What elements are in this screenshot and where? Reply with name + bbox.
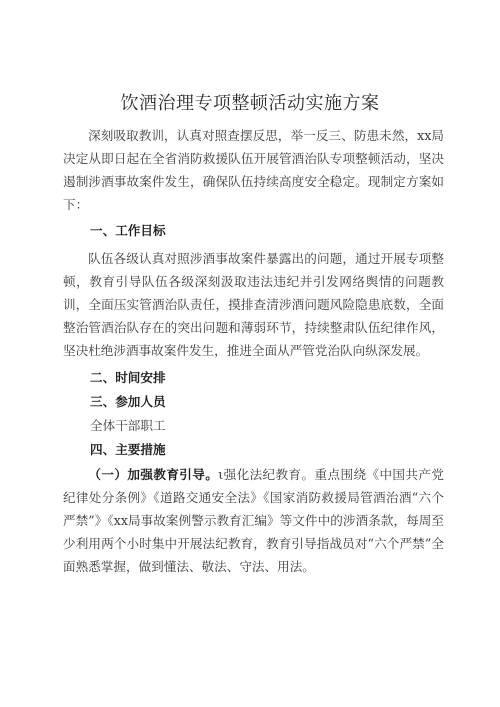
section-heading-goals: 一、工作目标	[90, 223, 166, 238]
section-body-measures	[63, 463, 444, 578]
intro-paragraph	[63, 124, 444, 216]
document-title: 饮酒治理专项整顿活动实施方案	[120, 93, 380, 114]
section-heading-schedule: 二、时间安排	[90, 370, 166, 385]
section-body-participants: 全体干部职工	[90, 418, 166, 433]
section-body-goals	[63, 247, 444, 362]
section-heading-measures: 四、主要措施	[90, 442, 166, 457]
section-heading-participants: 三、参加人员	[90, 394, 166, 409]
intro-text: 深刻吸取教训，认真对照查摆反思，举一反三、防患未然，xx局决定从即日起在全省消防救援队伍开展管酒治队专项整顿活动，坚决遏制涉酒事故案件发生，确保队伍持续高度安全稳定。现制定方案如下：	[63, 128, 444, 212]
measures-text: ι强化法纪教育。重点围绕《中国共产党纪律处分条例》《道路交通安全法》《国家消防救援局管酒治酒“六个严禁”》《xx局事故案例警示教育汇编》等文件中的涉酒条款，每周至少利用两个小时集中开展法纪教育，教育引导指战员对“六个严禁”全面熟悉掌握，做到懂法、敬法、守法、用法。	[63, 467, 444, 574]
goals-text: 队伍各级认真对照涉酒事故案件暴露出的问题，通过开展专项整顿，教育引导队伍各级深刻汲取违法违纪并引发网络舆情的问题教训，全面压实管酒治队责任，摸排查清涉酒问题风险隐患底数，全面整治管酒治队存在的突出问题和薄弱环节，持续整肃队伍纪律作风，坚决杜绝涉酒事故案件发生，推进全面从严管党治队向纵深发展。	[63, 251, 444, 358]
sub-heading-education: （一）加强教育引导。	[88, 467, 219, 482]
